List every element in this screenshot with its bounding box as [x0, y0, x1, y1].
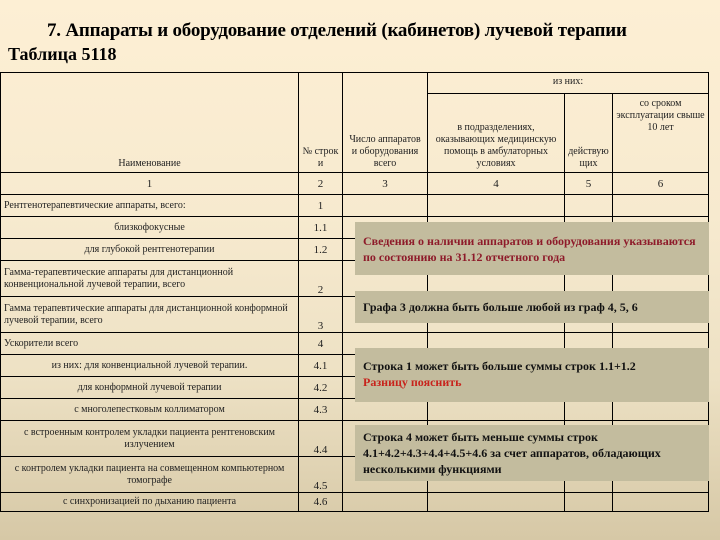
colnum-3: 3: [343, 173, 428, 195]
callout-row1-rule: [355, 348, 709, 402]
callout-text: Графа 3 должна быть больше любой из граф 4, 5, 6: [363, 300, 638, 314]
section-title: 7. Аппараты и оборудование отделений (кабинетов) лучевой терапии: [47, 20, 627, 41]
row-no: 4.5: [299, 457, 343, 493]
header-group: из них:: [428, 73, 709, 94]
header-total: Число аппаратов и оборудования всего: [343, 73, 428, 173]
callout-text: Сведения о наличии аппаратов и оборудования указываются по состоянию на 31.12 отчетного года: [363, 234, 696, 264]
row-name: с контролем укладки пациента на совмещенном компьютерном томографе: [1, 457, 299, 493]
row-no: 1: [299, 195, 343, 217]
row-no: 4: [299, 333, 343, 355]
row-name: с встроенным контролем укладки пациента рентгеновским излучением: [1, 421, 299, 457]
row-no: 2: [299, 261, 343, 297]
header-over10: со сроком эксплуатации свыше 10 лет: [613, 94, 709, 173]
cell-outpatient[interactable]: [428, 195, 565, 217]
header-name: Наименование: [1, 73, 299, 173]
cell-over10[interactable]: [613, 493, 709, 512]
row-name: Рентгенотерапевтические аппараты, всего:: [1, 195, 299, 217]
row-no: 4.3: [299, 399, 343, 421]
row-name: с синхронизацией по дыханию пациента: [1, 493, 299, 512]
header-row-no: № строки: [299, 73, 343, 173]
row-name: Гамма-терапевтические аппараты для дистанционной конвенциональной лучевой терапии, всего: [1, 261, 299, 297]
cell-total[interactable]: [343, 493, 428, 512]
row-no: 3: [299, 297, 343, 333]
row-no: 1.1: [299, 217, 343, 239]
colnum-6: 6: [613, 173, 709, 195]
cell-total[interactable]: [343, 195, 428, 217]
table-label: Таблица 5118: [8, 44, 117, 64]
colnum-2: 2: [299, 173, 343, 195]
row-name: близкофокусные: [1, 217, 299, 239]
table-row: [1, 195, 709, 217]
row-name: для глубокой рентгенотерапии: [1, 239, 299, 261]
row-name: Гамма терапевтические аппараты для дистанционной конформной лучевой терапии, всего: [1, 297, 299, 333]
callout-row4-rule: [355, 425, 709, 481]
row-name: с многолепестковым коллиматором: [1, 399, 299, 421]
row-name: Ускорители всего: [1, 333, 299, 355]
colnum-1: 1: [1, 173, 299, 195]
table-row: [1, 493, 709, 512]
callout-reporting-date: [355, 222, 709, 275]
row-no: 4.1: [299, 355, 343, 377]
cell-outpatient[interactable]: [428, 493, 565, 512]
callout-text: Строка 1 может быть больше суммы строк 1.1+1.2: [363, 359, 636, 373]
colnum-4: 4: [428, 173, 565, 195]
row-no: 4.4: [299, 421, 343, 457]
cell-active[interactable]: [565, 195, 613, 217]
callout-note: Разницу пояснить: [363, 375, 462, 389]
row-name: для конформной лучевой терапии: [1, 377, 299, 399]
cell-over10[interactable]: [613, 195, 709, 217]
cell-active[interactable]: [565, 493, 613, 512]
header-active: действующих: [565, 94, 613, 173]
row-no: 1.2: [299, 239, 343, 261]
callout-column-rule: [355, 291, 709, 323]
row-no: 4.2: [299, 377, 343, 399]
row-no: 4.6: [299, 493, 343, 512]
colnum-5: 5: [565, 173, 613, 195]
header-outpatient: в подразделениях, оказывающих медицинскую помощь в амбулаторных условиях: [428, 94, 565, 173]
callout-text: Строка 4 может быть меньше суммы строк 4.1+4.2+4.3+4.4+4.5+4.6 за счет аппаратов, обладающих несколькими функциями: [363, 430, 661, 476]
row-name: из них: для конвенциальной лучевой терапии.: [1, 355, 299, 377]
